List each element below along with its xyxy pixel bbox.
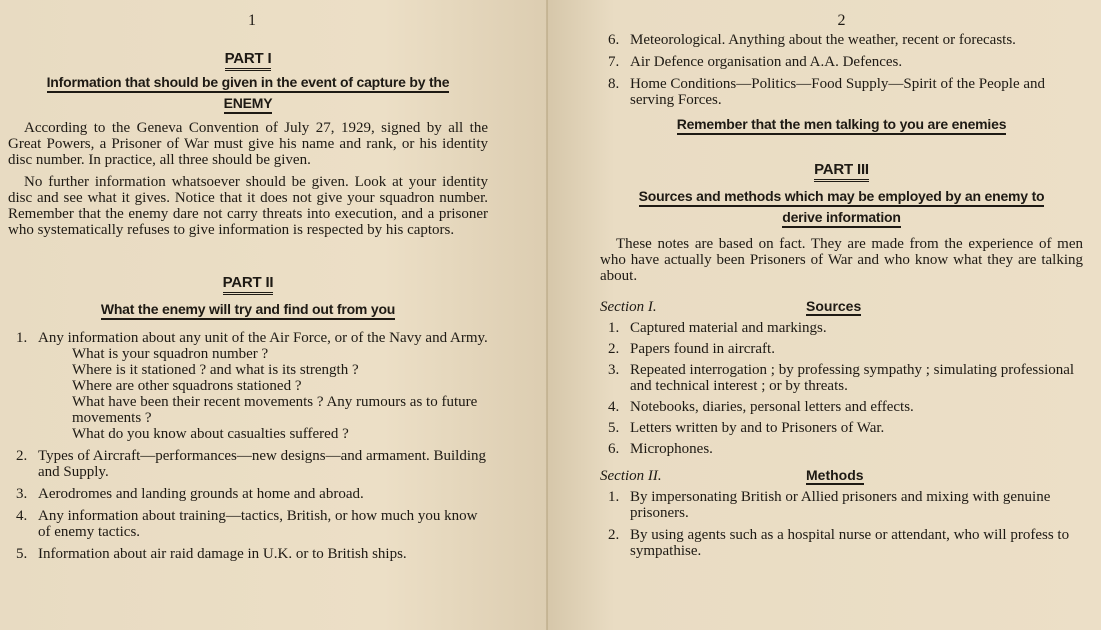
right-page — [548, 0, 1101, 630]
info-list-continued — [600, 32, 1083, 108]
section-heading: derive information — [600, 207, 1083, 228]
list-item: 6. Microphones. — [608, 441, 713, 457]
methods-list — [600, 489, 1083, 559]
section-label: Section II. — [600, 468, 662, 484]
info-list — [8, 330, 488, 562]
section-title: Methods — [806, 467, 864, 483]
part-title: PART III — [600, 159, 1083, 180]
section-heading: What the enemy will try and find out from you — [8, 299, 488, 320]
list-item: 4. Any information about training—tactics, British, or how much you know of enemy tactics. — [16, 508, 478, 540]
list-item: 8. Home Conditions—Politics—Food Supply—Spirit of the People and serving Forces. — [608, 76, 1046, 108]
part-title: PART II — [8, 272, 488, 293]
sub-question: Where are other squadrons stationed ? — [72, 378, 302, 394]
list-item: 2. Types of Aircraft—performances—new designs—and armament. Building and Supply. — [16, 448, 486, 480]
sub-question: What have been their recent movements ? Any rumours as to future movements ? — [72, 394, 478, 426]
paragraph: These notes are based on fact. They are made from the experience of men who have actually been Prisoners of War and who know what they are talking about. — [600, 236, 1083, 284]
paragraph: According to the Geneva Convention of July 27, 1929, signed by all the Great Powers, a Prisoner of War must give his name and rank, or his identity disc number. In practice, all three should be given. — [8, 120, 488, 168]
list-item: 1. Any information about any unit of the Air Force, or of the Navy and Army. What is your squadron number ? Where is it stationed ? and what is its strength ? Where are other squadrons stationed ? What have been their recent movements ? Any rumours as to future movements ? What do you know about casualties suffered ? — [16, 330, 488, 442]
page-number: 2 — [837, 12, 846, 29]
sub-question: What do you know about casualties suffered ? — [72, 426, 349, 442]
section-header — [600, 467, 1083, 485]
page-number: 1 — [248, 12, 256, 29]
list-item: 3. Aerodromes and landing grounds at home and abroad. — [16, 486, 364, 502]
left-page — [0, 0, 548, 630]
list-item: 4. Notebooks, diaries, personal letters and effects. — [608, 399, 914, 415]
section-label: Section I. — [600, 299, 657, 315]
reminder-heading: Remember that the men talking to you are enemies — [600, 114, 1083, 135]
sub-question: Where is it stationed ? and what is its strength ? — [72, 362, 359, 378]
list-item: 1. By impersonating British or Allied prisoners and mixing with genuine prisoners. — [608, 489, 1051, 521]
sources-list — [600, 320, 1083, 457]
list-item: 5. Information about air raid damage in U.K. or to British ships. — [16, 546, 407, 562]
part-title: PART I — [8, 48, 488, 69]
paragraph: No further information whatsoever should be given. Look at your identity disc and see what it gives. Notice that it does not give your squadron number. Remember that the enemy dare not carry threats into execution, and a prisoner who systematically refuses to give information is respected by his captors. — [8, 174, 488, 238]
section-heading: Sources and methods which may be employed by an enemy to — [600, 186, 1083, 207]
list-item: 5. Letters written by and to Prisoners of War. — [608, 420, 885, 436]
list-item: 6. Meteorological. Anything about the weather, recent or forecasts. — [608, 32, 1016, 48]
sub-question: What is your squadron number ? — [72, 346, 269, 362]
list-item: 2. By using agents such as a hospital nurse or attendant, who will profess to sympathise. — [608, 527, 1070, 559]
section-header — [600, 298, 1083, 316]
section-title: Sources — [806, 298, 862, 314]
section-heading: ENEMY — [8, 93, 488, 114]
list-item: 7. Air Defence organisation and A.A. Defences. — [608, 54, 903, 70]
list-item: 2. Papers found in aircraft. — [608, 341, 775, 357]
list-item: 3. Repeated interrogation ; by professing sympathy ; simulating professional and technical interest ; or by threats. — [608, 362, 1075, 394]
section-heading: Information that should be given in the event of capture by the — [8, 72, 488, 93]
list-item: 1. Captured material and markings. — [608, 320, 827, 336]
